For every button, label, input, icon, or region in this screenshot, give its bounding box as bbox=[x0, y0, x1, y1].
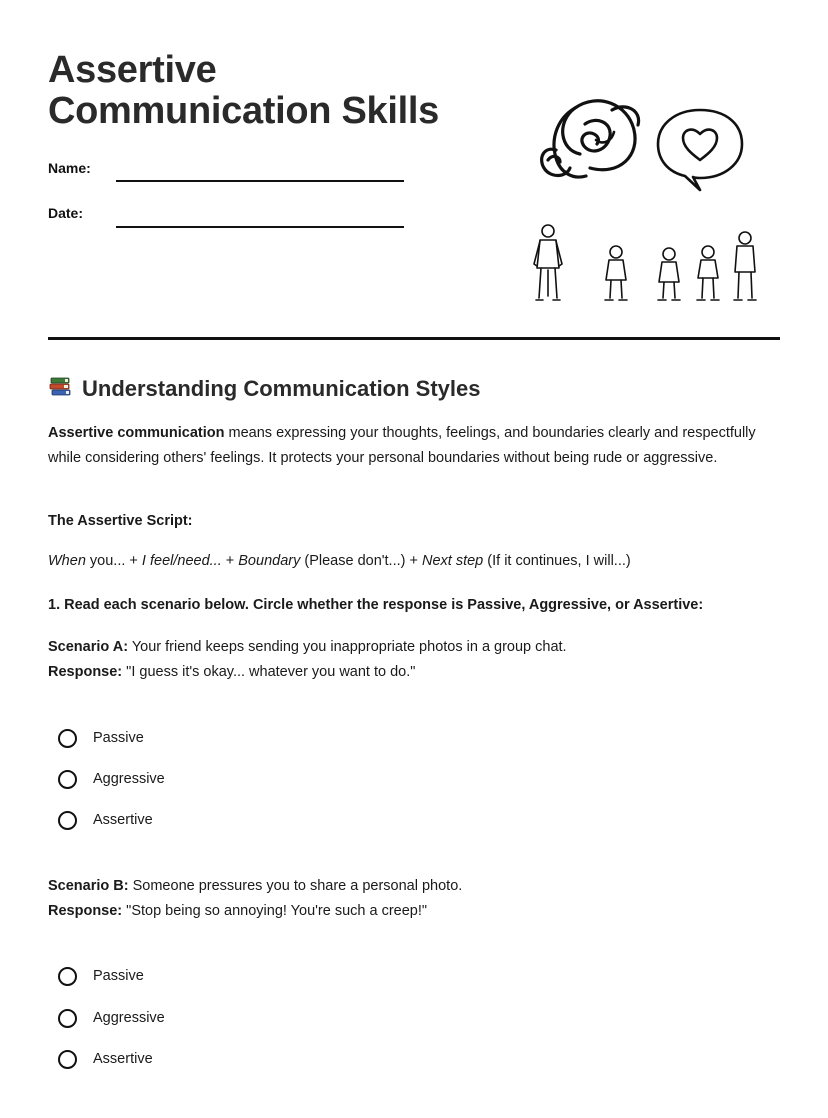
radio-circle[interactable] bbox=[58, 729, 77, 748]
script-next-step: Next step bbox=[422, 553, 484, 569]
script-part-4: (If it continues, I will...) bbox=[483, 553, 631, 569]
radio-circle[interactable] bbox=[58, 811, 77, 830]
scenario-a-option-assertive[interactable] bbox=[58, 808, 153, 832]
people-group-icon bbox=[534, 225, 756, 300]
script-title: The Assertive Script: bbox=[48, 513, 193, 529]
scenario-text: Someone pressures you to share a personal photo. bbox=[128, 878, 463, 894]
script-boundary: Boundary bbox=[238, 553, 301, 569]
script-part-2: + bbox=[221, 553, 239, 569]
script-part-1: you... + bbox=[85, 553, 142, 569]
scenario-a-option-passive[interactable] bbox=[58, 726, 144, 750]
books-icon bbox=[48, 374, 72, 404]
scenario-b bbox=[48, 874, 462, 924]
child-figure-icon bbox=[697, 246, 719, 300]
radio-circle[interactable] bbox=[58, 1009, 77, 1028]
response-label: Response: bbox=[48, 903, 123, 919]
radio-circle[interactable] bbox=[58, 1050, 77, 1069]
child-figure-icon bbox=[605, 246, 627, 300]
scenario-label: Scenario B: bbox=[48, 878, 129, 894]
script-feel: I feel/need... bbox=[141, 553, 222, 569]
scenario-b-option-aggressive[interactable] bbox=[58, 1006, 165, 1030]
intro-bold: Assertive communication bbox=[48, 425, 225, 441]
date-field-line[interactable] bbox=[116, 226, 404, 228]
child-figure-icon bbox=[658, 248, 680, 300]
title-line-1: Assertive bbox=[48, 49, 217, 91]
script-part-3: (Please don't...) + bbox=[300, 553, 422, 569]
option-label: Aggressive bbox=[93, 1010, 165, 1026]
intro-text: means expressing your thoughts, feelings, and boundaries clearly and respectfully while considering others' feelings. It protects your personal boundaries without being rude or aggressive. bbox=[48, 425, 756, 466]
option-label: Passive bbox=[93, 968, 144, 984]
radio-circle[interactable] bbox=[58, 770, 77, 789]
page-title bbox=[48, 50, 439, 132]
section-heading bbox=[48, 374, 481, 404]
title-line-2: Communication Skills bbox=[48, 90, 439, 132]
scenario-label: Scenario A: bbox=[48, 639, 129, 655]
name-label: Name: bbox=[48, 160, 91, 176]
question-title: 1. Read each scenario below. Circle whether the response is Passive, Aggressive, or Assertive: bbox=[48, 597, 704, 613]
response-label: Response: bbox=[48, 664, 123, 680]
divider bbox=[48, 337, 780, 340]
scenario-a-option-aggressive[interactable] bbox=[58, 767, 165, 791]
response-text: "Stop being so annoying! You're such a creep!" bbox=[122, 903, 428, 919]
option-label: Assertive bbox=[93, 812, 153, 828]
scenario-b-option-assertive[interactable] bbox=[58, 1047, 153, 1071]
option-label: Assertive bbox=[93, 1051, 153, 1067]
option-label: Aggressive bbox=[93, 771, 165, 787]
intro-paragraph bbox=[48, 421, 788, 471]
adult-figure-icon bbox=[534, 225, 562, 300]
name-field-line[interactable] bbox=[116, 180, 404, 182]
scenario-text: Your friend keeps sending you inappropriate photos in a group chat. bbox=[128, 639, 567, 655]
assertive-script bbox=[48, 553, 631, 569]
adult-figure-icon bbox=[734, 232, 756, 300]
date-label: Date: bbox=[48, 205, 84, 221]
heart-speech-bubble-icon bbox=[658, 110, 742, 190]
section-title: Understanding Communication Styles bbox=[82, 376, 481, 401]
scenario-b-option-passive[interactable] bbox=[58, 964, 144, 988]
radio-circle[interactable] bbox=[58, 967, 77, 986]
swirl-icon bbox=[542, 101, 639, 177]
script-when: When bbox=[48, 553, 86, 569]
scenario-a bbox=[48, 635, 567, 685]
response-text: "I guess it's okay... whatever you want to do." bbox=[122, 664, 416, 680]
header-illustration bbox=[520, 86, 780, 316]
option-label: Passive bbox=[93, 730, 144, 746]
